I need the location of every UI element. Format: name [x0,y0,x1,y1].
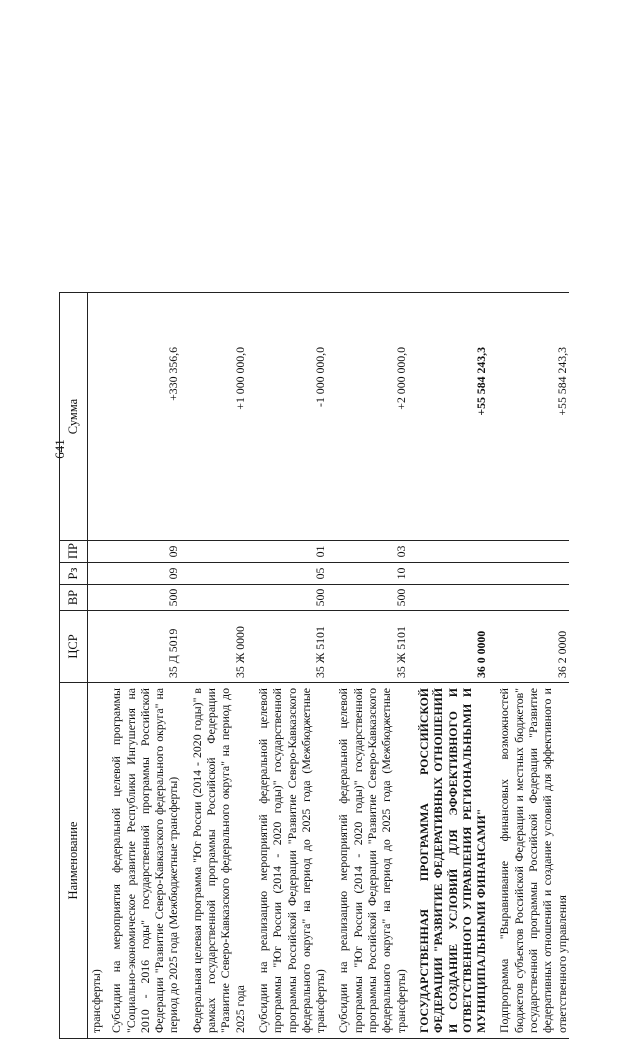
column-header-sum: Сумма [60,293,88,541]
row-name: Субсидии на реализацию мероприятий федеральной целевой программы "Юг России (2014 - 2020 годы)" государственной программы Российской Федерации "Развитие Северо-Кавказского федерального округа" на период до 2025 года (Межбюджетные трансферты) [333,683,413,1039]
row-vr: 500 [106,585,186,611]
row-vr: 500 [333,585,413,611]
row-csr: 36 0 0000 [414,611,494,683]
row-rz: 09 [106,563,186,585]
row-name: Федеральная целевая программа "Юг России (2014 - 2020 годы)" в рамках государственной программы Российской Федерации "Развитие Северо-Кавказского федерального округа" на период до 2025 года [187,683,253,1039]
row-vr [494,585,568,611]
column-header-csr: ЦСР [60,611,88,683]
row-rz [494,563,568,585]
row-vr [414,585,494,611]
row-csr [88,611,107,683]
row-sum: +55 584 243,3 [494,293,568,541]
table-row [187,293,253,1039]
table-header-row [60,293,88,1039]
table-row [106,293,186,1039]
row-name: трансферты) [88,683,107,1039]
row-csr: 35 Д 5019 [106,611,186,683]
column-header-rz: Рз [60,563,88,585]
row-pr [187,541,253,563]
column-header-vr: ВР [60,585,88,611]
column-header-pr: ПР [60,541,88,563]
budget-table [59,292,569,1039]
row-pr: 09 [106,541,186,563]
row-name: Субсидии на мероприятия федеральной целевой программы "Социально-экономическое развитие Республики Ингушетия на 2010 - 2016 годы" государственной программы Российской Федерации "Развитие Северо-Кавказского федерального округа" на период до 2025 года (Межбюджетные трансферты) [106,683,186,1039]
row-rz: 05 [253,563,333,585]
row-vr [187,585,253,611]
row-csr: 35 Ж 0000 [187,611,253,683]
row-pr [88,541,107,563]
row-sum: +1 000 000,0 [187,293,253,541]
row-name: Подпрограмма "Выравнивание финансовых возможностей бюджетов субъектов Российской Федерации и местных бюджетов" государственной программы Российской Федерации "Развитие федеративных отношений и создание условий для эффективного и ответственного управления [494,683,568,1039]
page-number: 641 [52,439,67,459]
row-pr: 03 [333,541,413,563]
row-rz [414,563,494,585]
row-csr: 35 Ж 5101 [333,611,413,683]
table-row [333,293,413,1039]
column-header-name: Наименование [60,683,88,1039]
row-rz [187,563,253,585]
table-row [414,293,494,1039]
row-sum: +330 356,6 [106,293,186,541]
row-csr: 35 Ж 5101 [253,611,333,683]
row-rz [88,563,107,585]
row-vr: 500 [253,585,333,611]
row-sum: +55 584 243,3 [414,293,494,541]
row-vr [88,585,107,611]
table-row [494,293,568,1039]
row-rz: 10 [333,563,413,585]
row-name: ГОСУДАРСТВЕННАЯ ПРОГРАММА РОССИЙСКОЙ ФЕДЕРАЦИИ "РАЗВИТИЕ ФЕДЕРАТИВНЫХ ОТНОШЕНИЙ И СОЗДАНИЕ УСЛОВИЙ ДЛЯ ЭФФЕКТИВНОГО И ОТВЕТСТВЕННОГО УПРАВЛЕНИЯ РЕГИОНАЛЬНЫМИ И МУНИЦИПАЛЬНЫМИ ФИНАНСАМИ" [414,683,494,1039]
row-name: Субсидии на реализацию мероприятий федеральной целевой программы "Юг России (2014 - 2020 годы)" государственной программы Российской Федерации "Развитие Северо-Кавказского федерального округа" на период до 2025 года (Межбюджетные трансферты) [253,683,333,1039]
rotated-page [59,293,581,1039]
row-pr [414,541,494,563]
row-pr: 01 [253,541,333,563]
row-sum [88,293,107,541]
table-row [253,293,333,1039]
row-sum: -1 000 000,0 [253,293,333,541]
row-sum: +2 000 000,0 [333,293,413,541]
row-pr [494,541,568,563]
table-row [88,293,107,1039]
row-csr: 36 2 0000 [494,611,568,683]
